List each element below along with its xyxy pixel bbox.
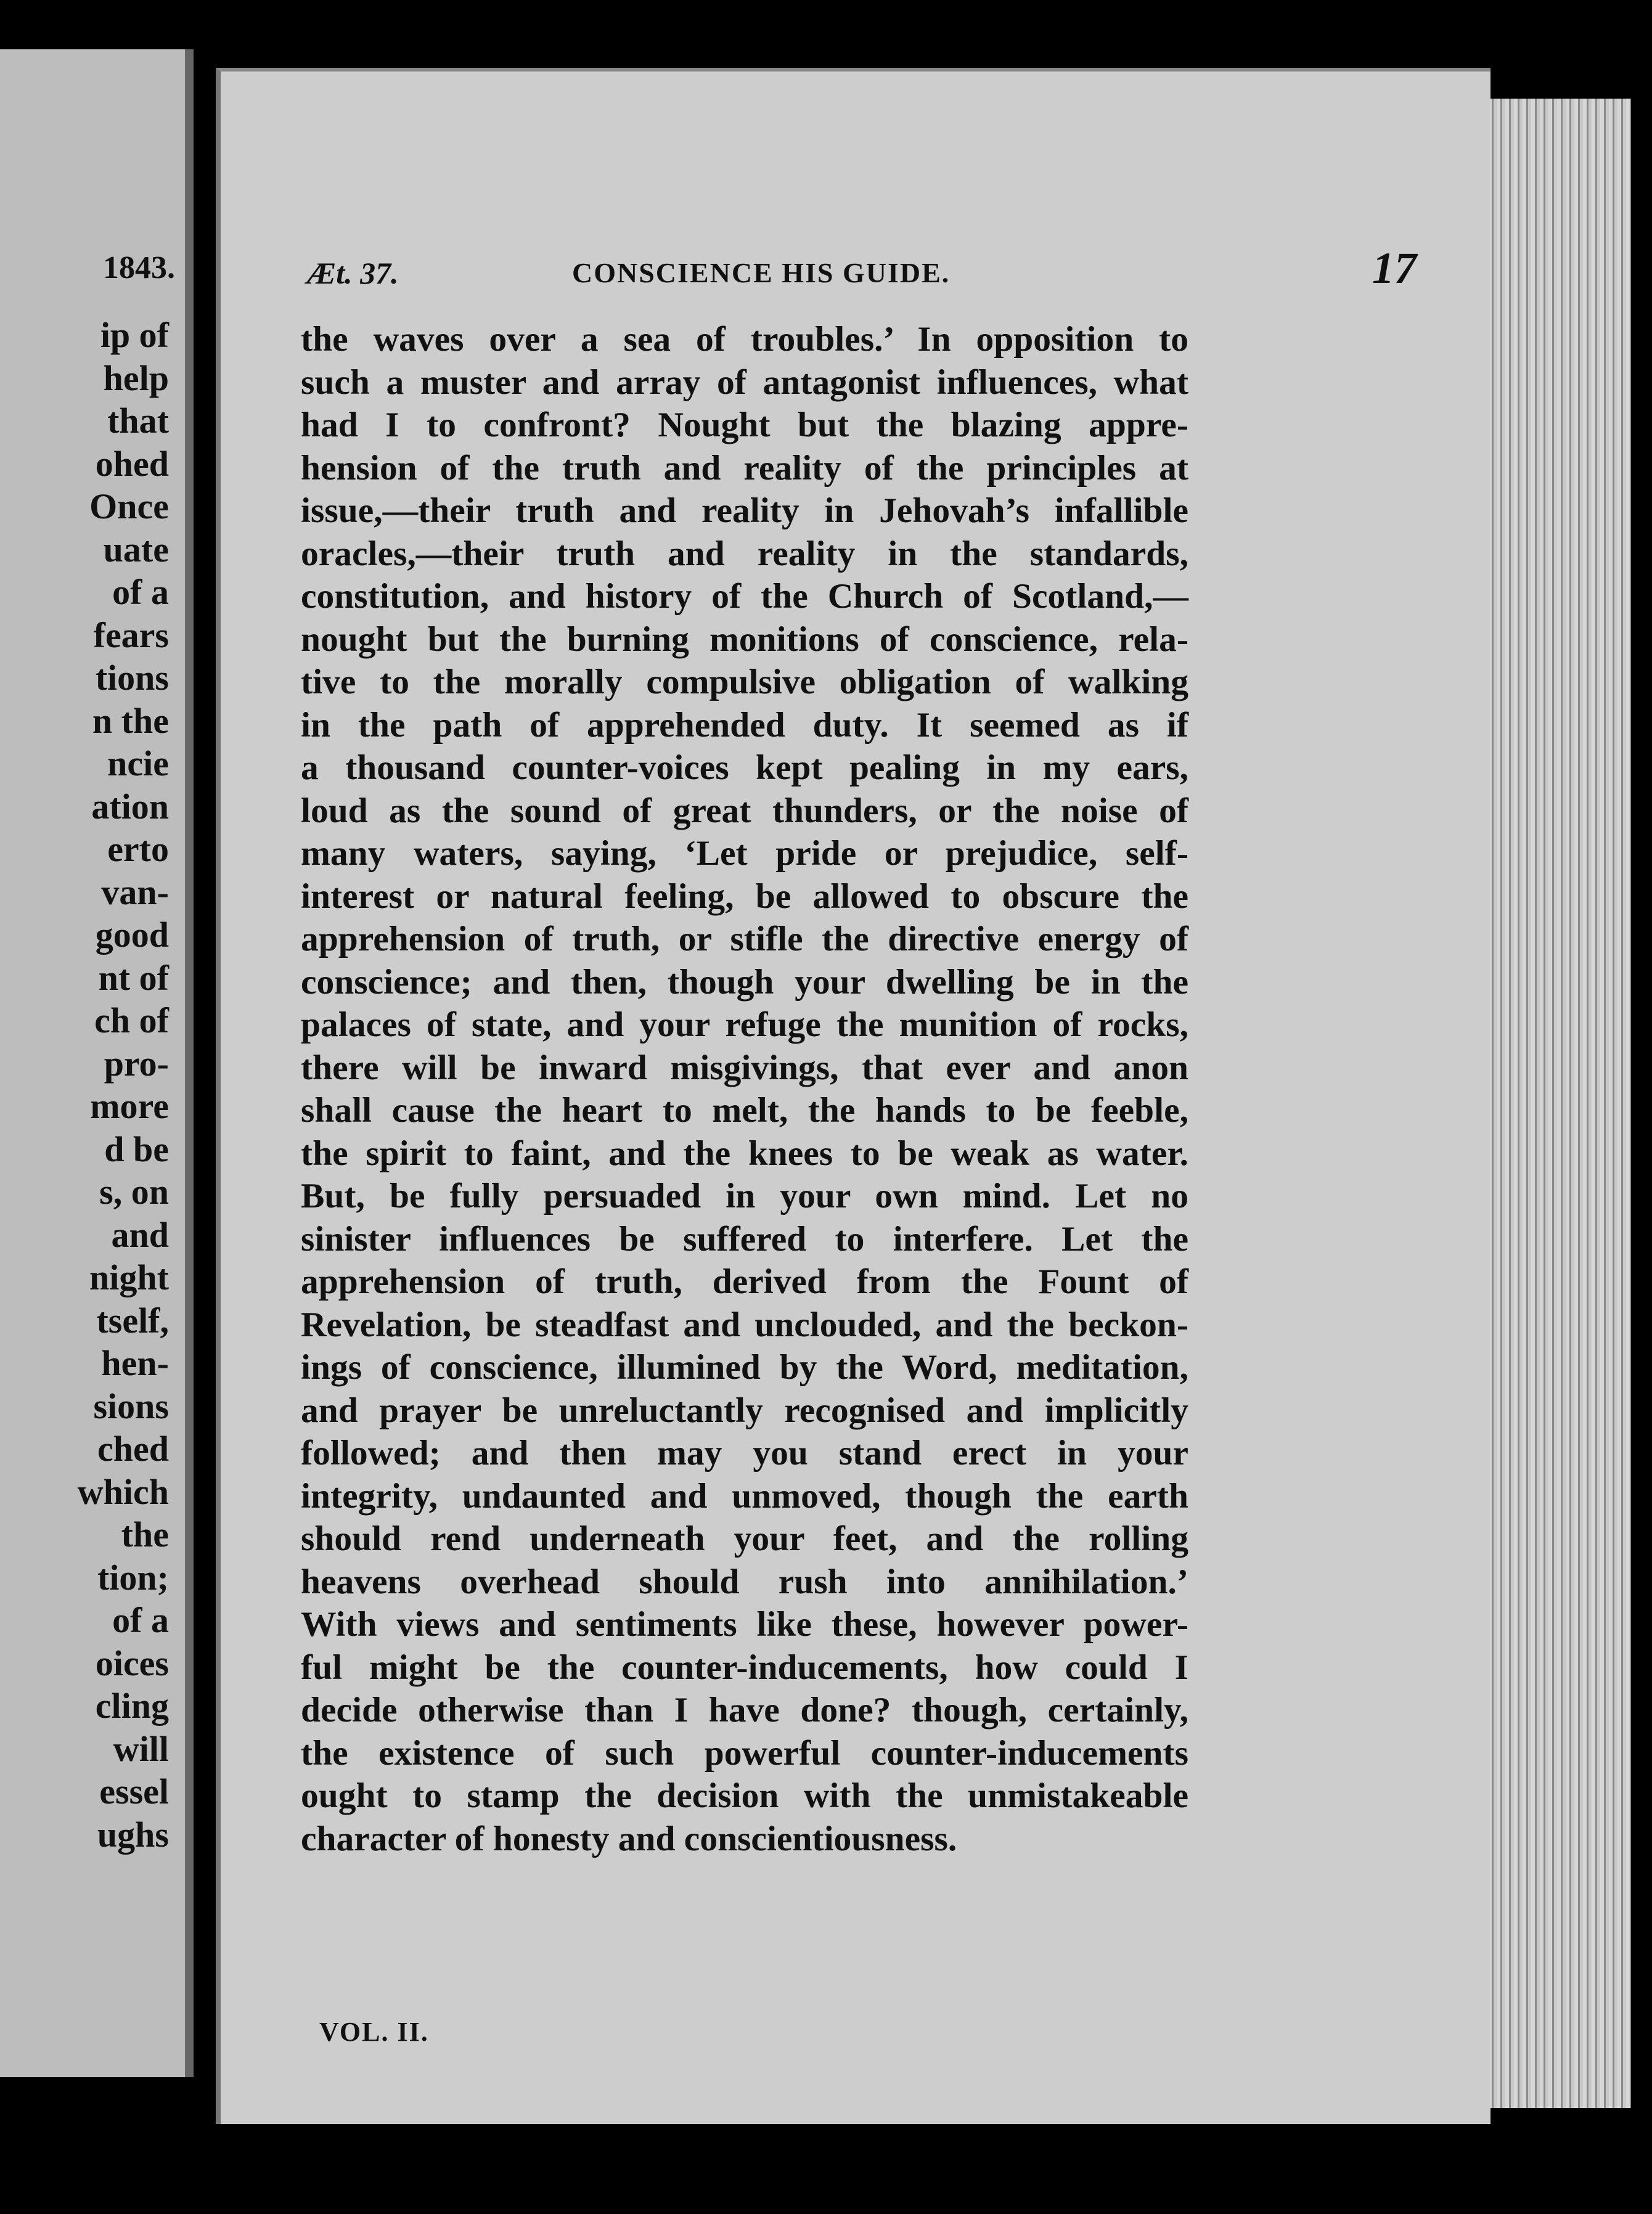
- text-line: ings of conscience, illumined by the Word, meditation,: [301, 1348, 1188, 1387]
- body-text: [301, 318, 1188, 1860]
- book-page: [216, 68, 1490, 2124]
- text-line: constitution, and history of the Church of Scotland,—: [301, 577, 1188, 616]
- left-page-fragment: tself,: [96, 1300, 169, 1341]
- signature-mark: VOL. II.: [319, 2017, 429, 2047]
- left-facing-page: [0, 49, 194, 2077]
- left-page-fragment: of a: [112, 1600, 169, 1640]
- text-line: apprehension of truth, or stifle the directive energy of: [301, 920, 1188, 958]
- text-line: interest or natural feeling, be allowed to obscure the: [301, 876, 1188, 916]
- text-line: With views and sentiments like these, however power-: [301, 1605, 1188, 1644]
- left-page-fragment: ation: [91, 786, 169, 827]
- left-page-fragment: ohed: [95, 443, 169, 484]
- text-line: oracles,—their truth and reality in the standards,: [301, 534, 1188, 573]
- left-page-fragment: hen-: [101, 1343, 169, 1383]
- left-page-year: 1843.: [103, 250, 175, 285]
- left-page-fragment: nt of: [98, 957, 169, 998]
- left-page-fragment: cling: [95, 1686, 169, 1726]
- text-line: shall cause the heart to melt, the hands to be feeble,: [301, 1091, 1188, 1130]
- text-line: ought to stamp the decision with the unmistakeable: [301, 1776, 1188, 1815]
- left-page-fragment: that: [107, 401, 169, 441]
- text-line: nought but the burning monitions of conscience, rela-: [301, 619, 1188, 659]
- left-page-fragment: uate: [103, 529, 169, 570]
- left-page-fragment: n the: [92, 700, 169, 741]
- text-line: the waves over a sea of troubles.’ In opposition to: [301, 320, 1188, 359]
- left-page-fragment: ncie: [107, 743, 169, 783]
- text-line: heavens overhead should rush into annihilation.’: [301, 1562, 1188, 1601]
- text-line: in the path of apprehended duty. It seemed as if: [301, 705, 1188, 745]
- left-page-fragment: of a: [112, 572, 169, 612]
- text-line: palaces of state, and your refuge the munition of rocks,: [301, 1005, 1188, 1044]
- left-page-fragment: good: [95, 915, 169, 955]
- text-line: decide otherwise than I have done? though, certainly,: [301, 1691, 1188, 1730]
- left-page-fragment: will: [113, 1728, 169, 1769]
- text-line: integrity, undaunted and unmoved, though the earth: [301, 1476, 1188, 1516]
- left-page-fragment: help: [103, 357, 169, 398]
- text-line: loud as the sound of great thunders, or the noise of: [301, 791, 1188, 830]
- text-line: many waters, saying, ‘Let pride or prejudice, self-: [301, 834, 1188, 873]
- left-page-fragment: pro-: [104, 1043, 169, 1084]
- text-line: hension of the truth and reality of the principles at: [301, 448, 1188, 488]
- text-line: a thousand counter-voices kept pealing in my ears,: [301, 748, 1188, 787]
- text-line: such a muster and array of antagonist influences, what: [301, 362, 1188, 402]
- left-page-fragment: ughs: [97, 1814, 169, 1855]
- text-line: character of honesty and conscientiousness.: [301, 1819, 957, 1858]
- text-line: But, be fully persuaded in your own mind. Let no: [301, 1177, 1188, 1215]
- header-title: CONSCIENCE HIS GUIDE.: [572, 257, 951, 288]
- left-page-fragment: sions: [93, 1386, 169, 1426]
- text-line: Revelation, be steadfast and unclouded, and the beckon-: [301, 1305, 1188, 1344]
- text-line: should rend underneath your feet, and the rolling: [301, 1519, 1188, 1558]
- text-line: apprehension of truth, derived from the Fount of: [301, 1262, 1188, 1301]
- left-page-fragment: d be: [104, 1129, 169, 1169]
- text-line: issue,—their truth and reality in Jehovah’s infallible: [301, 491, 1188, 530]
- left-page-fragment: van-: [101, 872, 169, 912]
- left-page-fragment: s, on: [99, 1172, 169, 1212]
- left-page-fragment: and: [111, 1214, 169, 1255]
- text-line: sinister influences be suffered to interfere. Let the: [301, 1219, 1188, 1259]
- text-line: conscience; and then, though your dwelling be in the: [301, 962, 1188, 1002]
- left-page-fragment: tions: [95, 658, 169, 698]
- left-page-fragment: tion;: [97, 1557, 169, 1598]
- left-page-fragment: the: [121, 1514, 169, 1554]
- left-page-fragment: night: [89, 1257, 169, 1297]
- left-page-fragment: ch of: [94, 1000, 169, 1040]
- left-page-fragment: essel: [99, 1771, 169, 1812]
- left-page-fragment: ched: [97, 1429, 169, 1469]
- left-page-fragment: oices: [95, 1643, 169, 1683]
- left-page-fragment: erto: [107, 829, 169, 869]
- running-header: [307, 243, 1417, 298]
- header-age: Æt. 37.: [307, 256, 399, 290]
- left-page-fragment: which: [77, 1471, 169, 1512]
- page-number: 17: [1372, 243, 1417, 293]
- text-line: ful might be the counter-inducements, how could I: [301, 1648, 1188, 1687]
- left-page-fragment: more: [90, 1086, 169, 1126]
- left-page-fragment: fears: [93, 615, 169, 655]
- text-line: the existence of such powerful counter-inducements: [301, 1733, 1188, 1773]
- text-line: tive to the morally compulsive obligation of walking: [301, 663, 1188, 701]
- text-line: and prayer be unreluctantly recognised and implicitly: [301, 1391, 1188, 1430]
- left-page-fragment: ip of: [100, 315, 169, 355]
- left-page-fragment: Once: [89, 486, 169, 526]
- text-line: there will be inward misgivings, that ever and anon: [301, 1048, 1188, 1087]
- page-edges: [1467, 99, 1631, 2108]
- text-line: the spirit to faint, and the knees to be weak as water.: [301, 1134, 1188, 1173]
- text-line: had I to confront? Nought but the blazing appre-: [301, 406, 1188, 444]
- text-line: followed; and then may you stand erect in your: [301, 1434, 1188, 1473]
